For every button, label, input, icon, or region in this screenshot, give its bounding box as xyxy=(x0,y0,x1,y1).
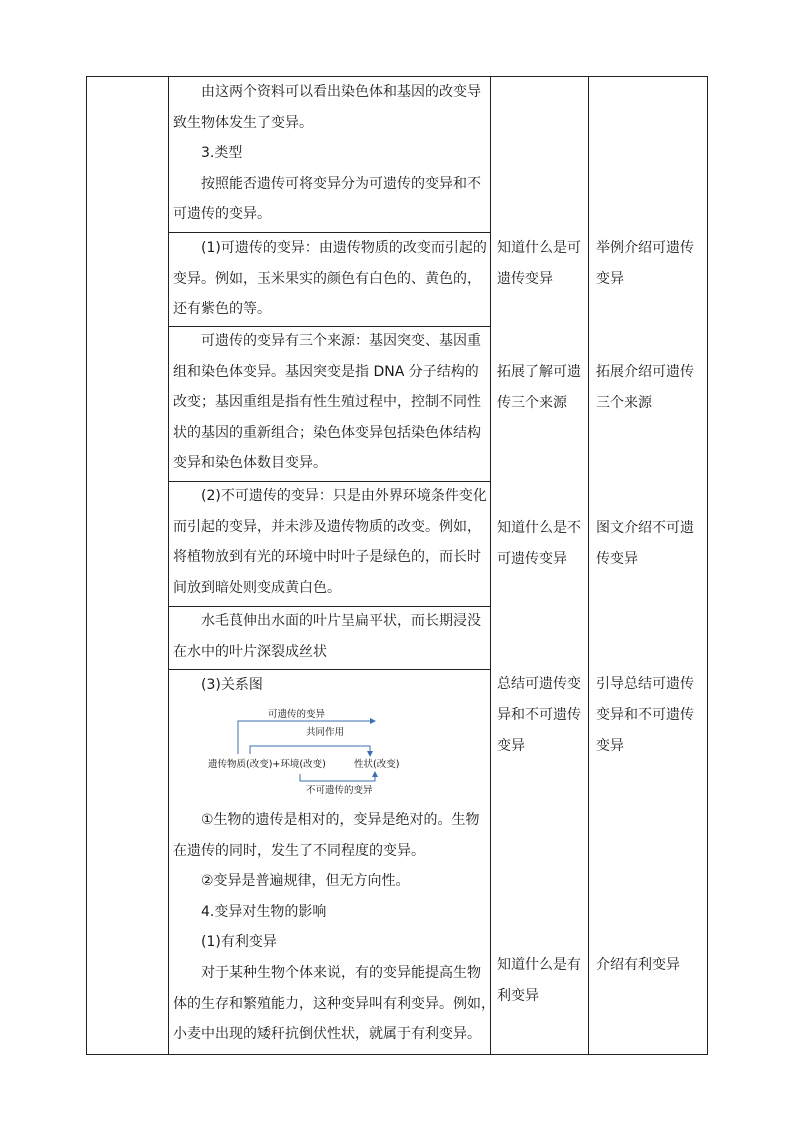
diagram-right-label: 性状(改变) xyxy=(354,759,400,770)
text-line: 4.变异对生物的影响 xyxy=(173,904,327,920)
text-line: 小麦中出现的矮秆抗倒伏性状，就属于有利变异。 xyxy=(173,1026,481,1042)
text-line: 水毛茛伸出水面的叶片呈扁平状，而长期浸没 xyxy=(173,613,481,629)
text-line: 组和染色体变异。基因突变是指 DNA 分子结构的 xyxy=(173,364,479,380)
student-note: 传三个来源 xyxy=(497,395,567,411)
teacher-note: 传变异 xyxy=(596,551,638,567)
teacher-note: 介绍有利变异 xyxy=(596,957,680,973)
student-note: 知道什么是不 xyxy=(497,520,581,536)
teacher-note: 三个来源 xyxy=(596,395,652,411)
text-line: (2)不可遗传的变异：只是由外界环境条件变化 xyxy=(173,488,487,504)
teacher-note: 图文介绍不可遗 xyxy=(596,520,694,536)
combined-effect-arrow xyxy=(250,746,370,756)
teacher-note: 引导总结可遗传 xyxy=(596,676,694,692)
text-line: 可遗传的变异有三个来源：基因突变、基因重 xyxy=(173,333,481,349)
text-line: 变异。例如，玉米果实的颜色有白色的、黄色的， xyxy=(173,271,481,287)
text-line: 在水中的叶片深裂成丝状 xyxy=(173,644,327,660)
text-line: (1)可遗传的变异：由遗传物质的改变而引起的 xyxy=(173,240,487,256)
teacher-note: 变异和不可遗传 xyxy=(596,707,694,723)
text-line: 按照能否遗传可将变异分为可遗传的变异和不 xyxy=(173,176,481,192)
diagram-bottom-label: 不可遗传的变异 xyxy=(306,785,373,796)
student-note: 知道什么是可 xyxy=(497,240,581,256)
text-line: 可遗传的变异。 xyxy=(173,206,271,222)
text-line: (3)关系图 xyxy=(173,677,263,693)
text-line: 致生物体发生了变异。 xyxy=(173,115,313,131)
text-line: 改变；基因重组是指有性生殖过程中，控制不同性 xyxy=(173,394,481,410)
text-line: (1)有利变异 xyxy=(173,934,277,950)
student-note: 知道什么是有 xyxy=(497,957,581,973)
teacher-note: 拓展介绍可遗传 xyxy=(596,364,694,380)
text-line: 间放到暗处则变成黄白色。 xyxy=(173,580,341,596)
text-line: 变异和染色体数目变异。 xyxy=(173,455,327,471)
teacher-note: 变异 xyxy=(596,271,624,287)
text-line: 状的基因的重新组合；染色体变异包括染色体结构 xyxy=(173,425,481,441)
teacher-note: 变异 xyxy=(596,738,624,754)
text-line: 在遗传的同时，发生了不同程度的变异。 xyxy=(173,843,425,859)
student-note: 可遗传变异 xyxy=(497,551,567,567)
non-heritable-arrow xyxy=(300,772,375,781)
text-line: 而引起的变异，并未涉及遗传物质的改变。例如， xyxy=(173,519,481,535)
text-line: 对于某种生物个体来说，有的变异能提高生物 xyxy=(173,965,481,981)
student-note: 总结可遗传变 xyxy=(497,676,581,692)
text-line: 将植物放到有光的环境中时叶子是绿色的，而长时 xyxy=(173,549,481,565)
column-divider xyxy=(490,76,491,1055)
column-divider xyxy=(168,76,169,1055)
diagram-left-label: 遗传物质(改变)+环境(改变) xyxy=(208,759,326,770)
diagram-top-label: 可遗传的变异 xyxy=(268,709,326,720)
text-line: ①生物的遗传是相对的，变异是绝对的。生物 xyxy=(173,812,480,828)
text-line: ②变异是普遍规律，但无方向性。 xyxy=(173,873,410,889)
student-note: 利变异 xyxy=(497,988,539,1004)
teacher-note: 举例介绍可遗传 xyxy=(596,240,694,256)
text-line: 3.类型 xyxy=(173,145,243,161)
student-note: 拓展了解可遗 xyxy=(497,364,581,380)
student-note: 变异 xyxy=(497,738,525,754)
relationship-diagram xyxy=(200,704,410,799)
student-note: 异和不可遗传 xyxy=(497,707,581,723)
text-line: 还有紫色的等。 xyxy=(173,301,271,317)
column-divider xyxy=(588,76,589,1055)
text-line: 由这两个资料可以看出染色体和基因的改变导 xyxy=(173,84,481,100)
diagram-middle-label: 共同作用 xyxy=(306,727,345,738)
student-note: 遗传变异 xyxy=(497,271,553,287)
text-line: 体的生存和繁殖能力，这种变异叫有利变异。例如， xyxy=(173,996,495,1012)
